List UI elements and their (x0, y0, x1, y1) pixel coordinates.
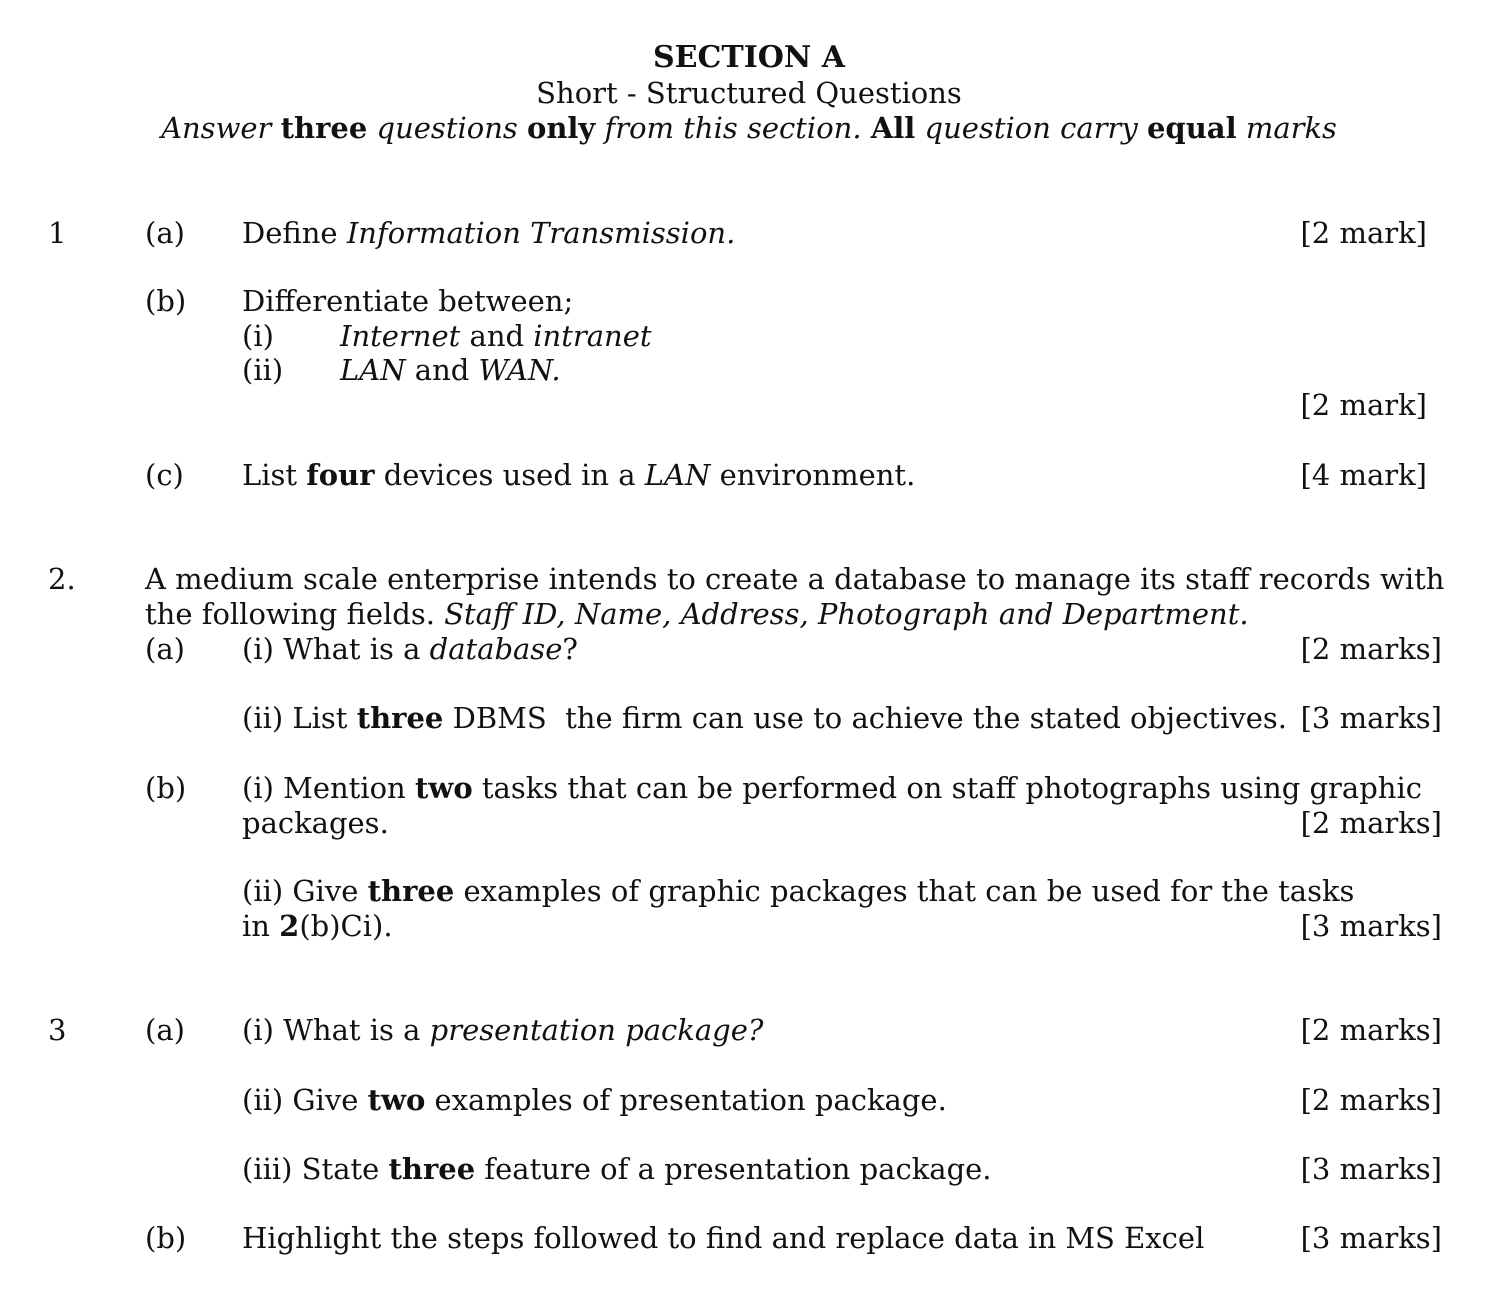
q2a-ii-text (242, 701, 1288, 735)
q2b-i-bold: two (414, 771, 473, 805)
q2a-ii-plain: DBMS the firm can use to achieve the stated objectives. (443, 701, 1288, 735)
q3a-i-plain: (i) What is a (242, 1013, 430, 1047)
q2a-i-term: database (429, 632, 563, 666)
q1b-text: Differentiate between; (242, 284, 574, 318)
q2a-ii-bold: three (356, 701, 444, 735)
q2b-ii-plain: (ii) Give (242, 874, 368, 908)
q3a-label: (a) (145, 1013, 185, 1047)
q1b-i-term-1: Internet (340, 319, 461, 353)
q2b-i-text (242, 771, 1422, 805)
q1b-i-label: (i) (242, 319, 274, 353)
q1a-text (242, 216, 736, 250)
q1b-ii-text (340, 353, 561, 387)
instruction-text: marks (1245, 111, 1337, 145)
q1b-ii-term-2: WAN. (478, 353, 561, 387)
q3a-ii-text (242, 1083, 947, 1117)
q2b-i-plain: tasks that can be performed on staff photographs using graphic (472, 771, 1422, 805)
q2a-i-marks: [2 marks] (1300, 632, 1442, 666)
section-instruction (0, 111, 1498, 145)
q3a-iii-plain: feature of a presentation package. (475, 1152, 992, 1186)
q1a-label: (a) (145, 216, 185, 250)
instruction-bold: three (280, 111, 368, 145)
q1c-label: (c) (145, 458, 184, 492)
q1a-text-term: Information Transmission. (346, 216, 736, 250)
q1c-text-plain: List (242, 458, 307, 492)
q2a-i-plain: ? (562, 632, 578, 666)
q1b-label: (b) (145, 284, 187, 318)
instruction-text: from this section. (604, 111, 862, 145)
q3a-iii-marks: [3 marks] (1300, 1152, 1442, 1186)
q1a-marks: [2 mark] (1300, 216, 1427, 250)
q1c-text-bold: four (306, 458, 375, 492)
q2b-i-plain: (i) Mention (242, 771, 415, 805)
instruction-text: question carry (924, 111, 1138, 145)
question-3-number: 3 (48, 1013, 67, 1047)
q3a-i-text (242, 1013, 764, 1047)
instruction-bold: All (870, 111, 916, 145)
instruction-text: Answer (161, 111, 272, 145)
q3b-text: Highlight the steps followed to find and replace data in MS Excel (242, 1221, 1205, 1255)
q3a-ii-marks: [2 marks] (1300, 1083, 1442, 1117)
q1b-ii-label: (ii) (242, 353, 284, 387)
q2-stem-fields: Staff ID, Name, Address, Photograph and Department. (444, 597, 1249, 631)
q1c-text (242, 458, 916, 492)
q1c-marks: [4 mark] (1300, 458, 1427, 492)
q1c-text-plain: environment. (710, 458, 916, 492)
q2b-ii-plain: (b)Ci). (299, 909, 393, 943)
q3a-iii-plain: (iii) State (242, 1152, 389, 1186)
q2a-ii-marks: [3 marks] (1300, 701, 1442, 735)
q2a-label: (a) (145, 632, 185, 666)
section-title: SECTION A (652, 40, 846, 75)
q3a-i-term: presentation package? (429, 1013, 764, 1047)
q2b-i-text-line-2: packages. (242, 806, 389, 840)
q2a-i-text (242, 632, 578, 666)
q3a-iii-text (242, 1152, 992, 1186)
q1c-text-plain: devices used in a (374, 458, 645, 492)
instruction-bold: equal (1146, 111, 1237, 145)
q1a-text-plain: Define (242, 216, 347, 250)
q2a-ii-plain: (ii) List (242, 701, 357, 735)
q2b-i-marks: [2 marks] (1300, 806, 1442, 840)
instruction-bold: only (526, 111, 596, 145)
q2b-ii-plain: in (242, 909, 280, 943)
q1b-marks: [2 mark] (1300, 388, 1427, 422)
q2b-ii-bold: 2 (279, 909, 300, 943)
q1b-i-text (340, 319, 652, 353)
q2-stem-line-1: A medium scale enterprise intends to create a database to manage its staff records with (145, 562, 1445, 596)
q3a-ii-bold: two (367, 1083, 426, 1117)
instruction-text: questions (376, 111, 518, 145)
q2-stem-plain: the following fields. (145, 597, 445, 631)
q2b-ii-bold: three (367, 874, 455, 908)
q2-stem-line-2 (145, 597, 1249, 631)
q1b-i-term-2: intranet (533, 319, 652, 353)
q1b-ii-term-1: LAN (340, 353, 406, 387)
q3a-iii-bold: three (388, 1152, 476, 1186)
q1c-text-term: LAN (644, 458, 711, 492)
q3a-ii-plain: examples of presentation package. (425, 1083, 947, 1117)
q3b-marks: [3 marks] (1300, 1221, 1442, 1255)
q1b-i-and: and (460, 319, 534, 353)
question-2-number: 2. (48, 562, 76, 596)
q2b-ii-marks: [3 marks] (1300, 909, 1442, 943)
q2a-i-plain: (i) What is a (242, 632, 430, 666)
question-1-number: 1 (48, 216, 67, 250)
q3a-ii-plain: (ii) Give (242, 1083, 368, 1117)
q2b-label: (b) (145, 771, 187, 805)
q2b-ii-plain: examples of graphic packages that can be used for the tasks (454, 874, 1355, 908)
q3b-label: (b) (145, 1221, 187, 1255)
q2b-ii-text-line-2 (242, 909, 393, 943)
q3a-i-marks: [2 marks] (1300, 1013, 1442, 1047)
section-subtitle: Short - Structured Questions (536, 76, 962, 110)
q2b-ii-text (242, 874, 1355, 908)
q1b-ii-and: and (405, 353, 479, 387)
